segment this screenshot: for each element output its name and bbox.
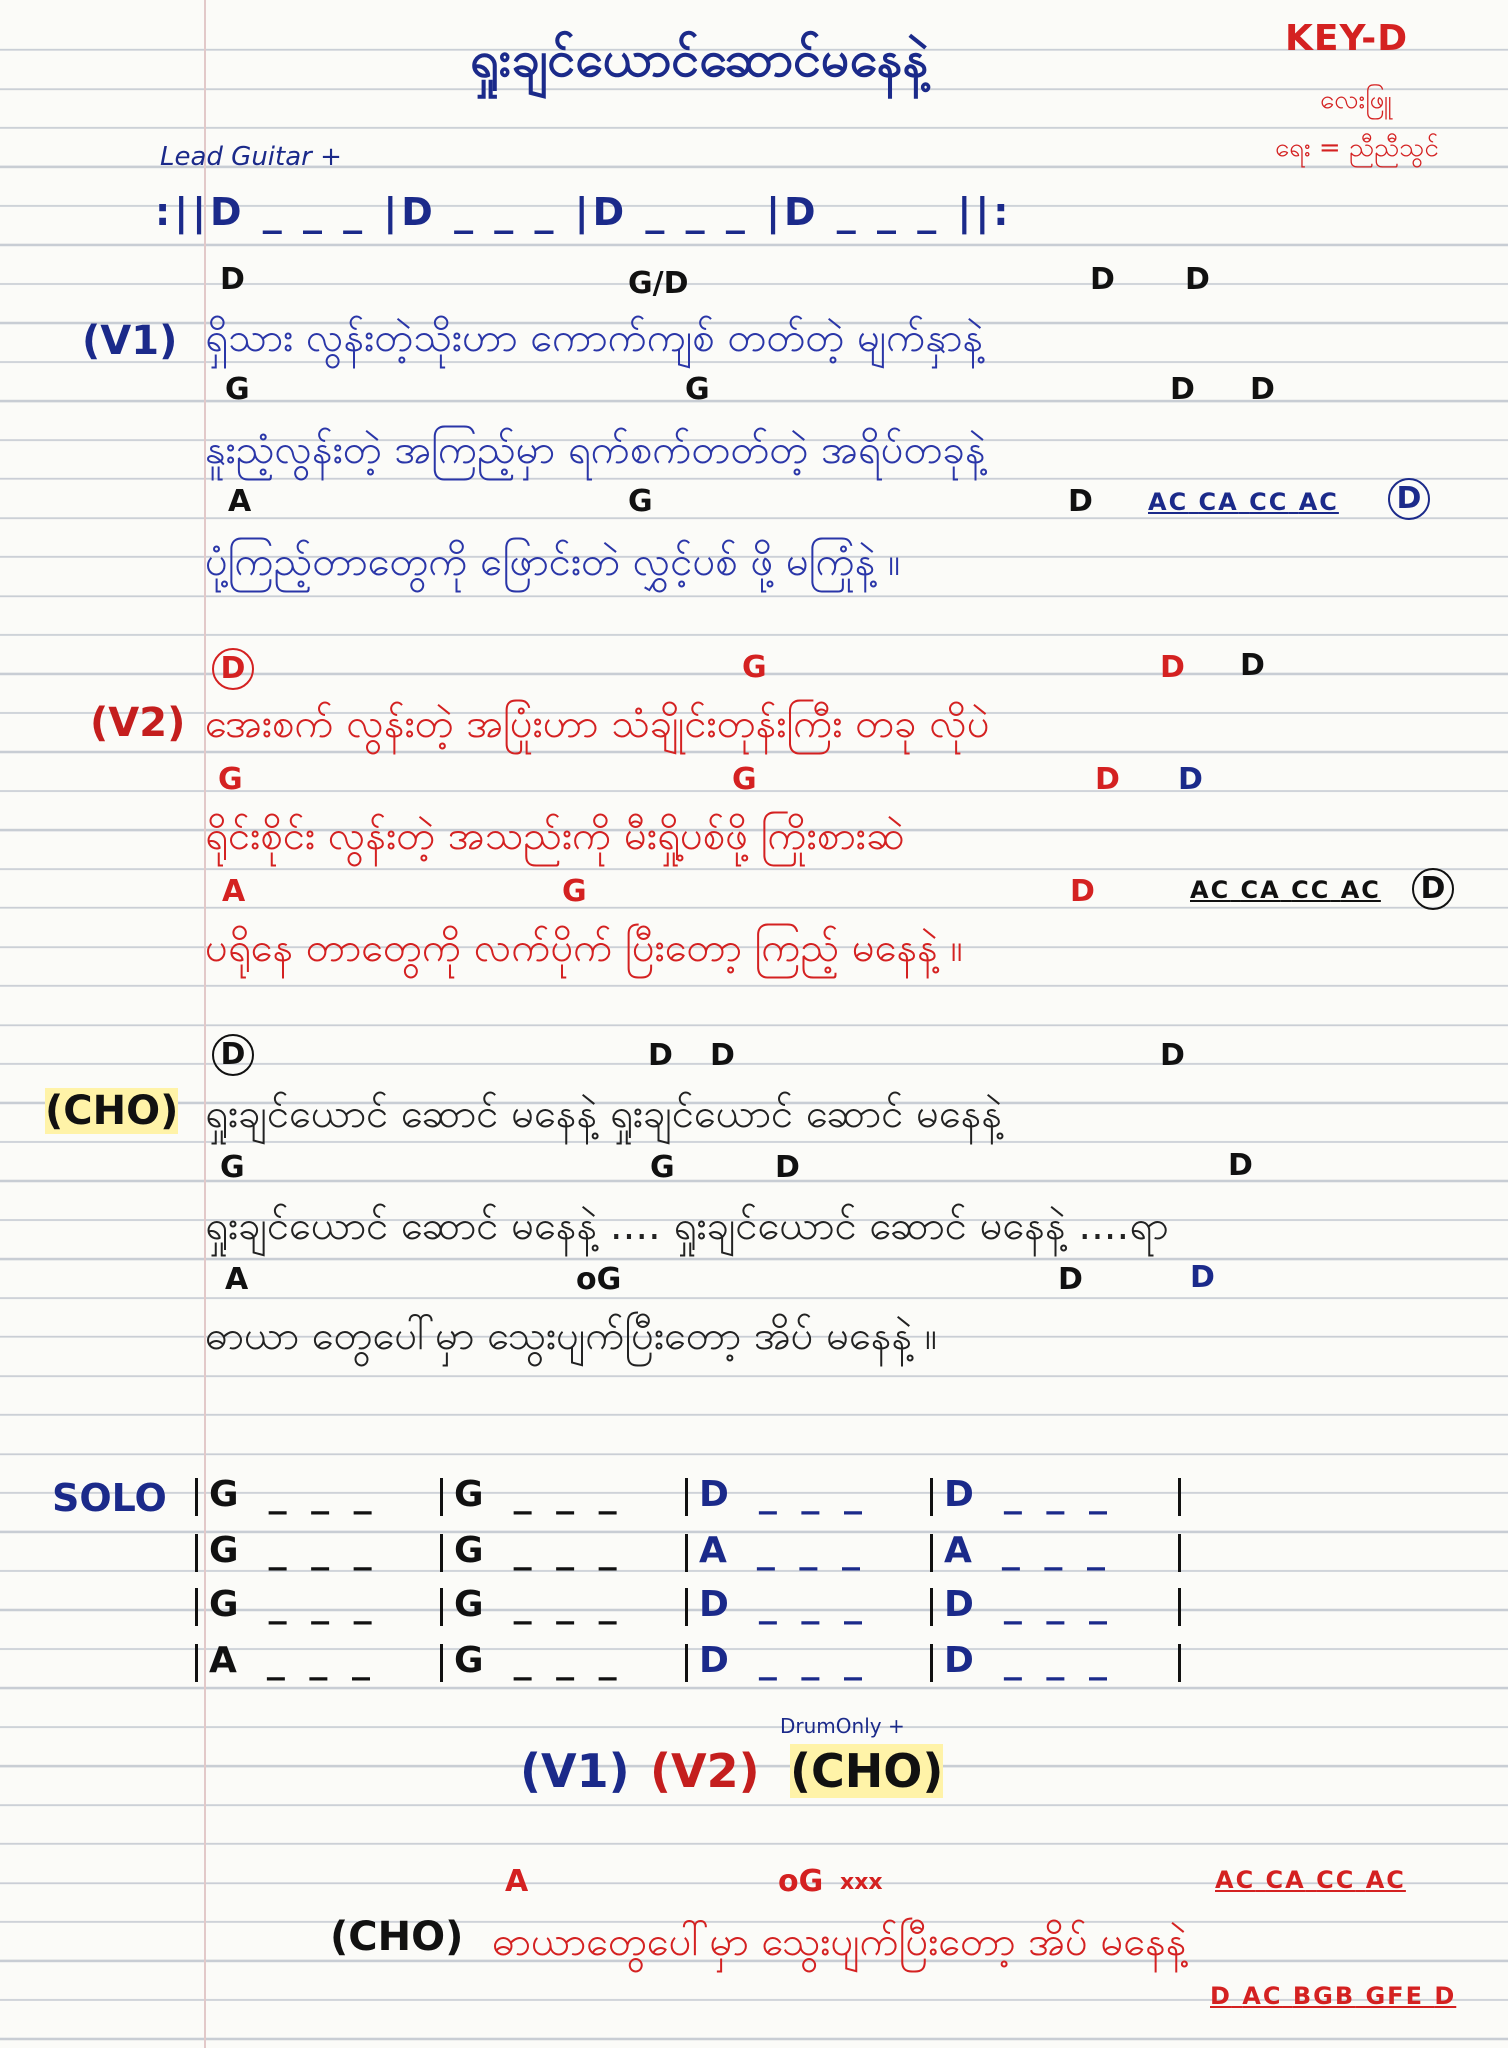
solo-barline	[685, 1644, 688, 1682]
solo-barline	[930, 1534, 933, 1572]
solo-dashes: _ _ _	[758, 1640, 868, 1681]
solo-cell	[209, 1584, 378, 1625]
solo-cell	[699, 1584, 868, 1625]
chord: oG	[778, 1864, 824, 1899]
solo-cell	[454, 1640, 623, 1681]
solo-chord: A	[209, 1640, 243, 1681]
song-title: ရှုးချင်ယောင်ဆောင်မနေနဲ့	[470, 30, 929, 88]
solo-dashes: _ _ _	[513, 1640, 623, 1681]
chord: D	[1228, 1148, 1253, 1183]
solo-chord: D	[944, 1640, 980, 1681]
chord: G	[218, 762, 243, 797]
fill-note: AC	[1365, 1866, 1406, 1894]
fill-note: CC	[1291, 876, 1331, 904]
outro-notes	[1210, 1982, 1456, 2010]
solo-cell	[699, 1530, 866, 1571]
chord: D	[1068, 484, 1093, 519]
chord: G	[628, 484, 653, 519]
chord: D	[1178, 762, 1203, 797]
solo-barline	[685, 1534, 688, 1572]
solo-dashes: _ _ _	[1003, 1584, 1113, 1625]
solo-cell	[209, 1640, 376, 1681]
writer-credit: ရေး = ညီညီသွင်	[1275, 133, 1439, 163]
lyric-line: ရိုင်းစိုင်း လွန်းတဲ့ အသည်းကို မီးရှို့ပစ်ဖို့ ကြိုးစားဆဲ	[205, 813, 905, 859]
chord: G	[650, 1150, 675, 1185]
solo-barline	[440, 1644, 443, 1682]
fill-note: D	[1210, 1982, 1232, 2010]
chord: D	[1095, 762, 1120, 797]
solo-barline	[1178, 1588, 1181, 1626]
lyric-line: ရှုးချင်ယောင် ဆောင် မနေနဲ့ ရှုးချင်ယောင် ဆောင် မနေနဲ့	[205, 1091, 1003, 1137]
v1-label: (V1)	[82, 318, 178, 364]
v2-label: (V2)	[90, 700, 186, 746]
solo-barline	[440, 1534, 443, 1572]
solo-dashes: _ _ _	[1003, 1640, 1113, 1681]
solo-chord: G	[209, 1474, 245, 1515]
sequence-item-cho: (CHO)	[790, 1744, 944, 1798]
lyric-line: အေးစက် လွန်းတဲ့ အပြုံးဟာ သံချိုင်းတုန်းကြီး တခု လိုပဲ	[205, 701, 990, 747]
chord: D	[775, 1150, 800, 1185]
mute-marks: xxx	[840, 1870, 883, 1895]
solo-dashes: _ _ _	[268, 1530, 378, 1571]
fill-note: AC	[1148, 488, 1189, 516]
solo-barline	[440, 1588, 443, 1626]
margin-line	[204, 0, 206, 2048]
solo-chord: D	[699, 1640, 735, 1681]
fill-notes	[1215, 1866, 1406, 1894]
solo-cell	[699, 1474, 868, 1515]
chord: G	[732, 762, 757, 797]
solo-chord: D	[944, 1474, 980, 1515]
solo-cell	[944, 1474, 1113, 1515]
solo-dashes: _ _ _	[513, 1584, 623, 1625]
solo-chord: G	[209, 1584, 245, 1625]
drum-only-note: DrumOnly +	[780, 1714, 905, 1738]
chord: G/D	[628, 266, 689, 301]
solo-barline	[195, 1534, 198, 1572]
solo-cell	[209, 1530, 378, 1571]
solo-barline	[195, 1588, 198, 1626]
solo-dashes: _ _ _	[513, 1474, 623, 1515]
chord: G	[685, 372, 710, 407]
solo-barline	[930, 1478, 933, 1516]
intro-bars: :||D _ _ _ |D _ _ _ |D _ _ _ |D _ _ _ ||:	[155, 190, 1013, 234]
solo-barline	[685, 1478, 688, 1516]
fill-note: AC	[1242, 1982, 1283, 2010]
solo-barline	[1178, 1644, 1181, 1682]
chord: D	[220, 262, 245, 297]
fill-note: CA	[1265, 1866, 1306, 1894]
solo-cell	[699, 1640, 868, 1681]
chord: D	[1190, 1260, 1215, 1295]
song-key: KEY-D	[1285, 18, 1409, 59]
chord: D	[648, 1038, 673, 1073]
solo-cell	[454, 1530, 623, 1571]
solo-dashes: _ _ _	[756, 1530, 866, 1571]
solo-chord: G	[454, 1530, 490, 1571]
lyric-line: ရှိသား လွန်းတဲ့သိုးဟာ ကောက်ကျစ် တတ်တဲ့ မျက်နှာနဲ့	[205, 315, 984, 361]
lyric-line: ပုံ့ကြည့်တာတွေကို ဖြောင်းတဲ လွှင့်ပစ် ဖို့ မကြုံနဲ့ ။	[205, 539, 901, 585]
lead-guitar-note: Lead Guitar +	[160, 142, 342, 172]
chord: G	[225, 372, 250, 407]
sequence-item-v2: (V2)	[650, 1744, 760, 1798]
chord: D	[1160, 650, 1185, 685]
solo-barline	[195, 1478, 198, 1516]
chord: oG	[576, 1262, 622, 1297]
chord: D	[1160, 1038, 1185, 1073]
solo-chord: A	[699, 1530, 733, 1571]
solo-cell	[944, 1584, 1113, 1625]
chord: A	[225, 1262, 249, 1297]
fill-note: BGB	[1292, 1982, 1356, 2010]
lyric-line: ရှုးချင်ယောင် ဆောင် မနေနဲ့ .... ရှုးချင်ယောင် ဆောင် မနေနဲ့ ....ရာ	[205, 1203, 1169, 1249]
circled-chord: D	[212, 648, 254, 690]
solo-dashes: _ _ _	[758, 1584, 868, 1625]
fill-note: AC	[1215, 1866, 1256, 1894]
solo-cell	[209, 1474, 378, 1515]
solo-dashes: _ _ _	[1001, 1530, 1111, 1571]
fill-notes	[1190, 876, 1381, 904]
solo-dashes: _ _ _	[758, 1474, 868, 1515]
solo-cell	[944, 1640, 1113, 1681]
solo-chord: G	[454, 1640, 490, 1681]
fill-note: AC	[1340, 876, 1381, 904]
chord	[212, 1034, 254, 1076]
circled-chord: D	[212, 1034, 254, 1076]
chord: D	[1240, 648, 1265, 683]
chord: D	[1070, 874, 1095, 909]
solo-dashes: _ _ _	[266, 1640, 376, 1681]
circled-chord: D	[1388, 478, 1430, 520]
chord: D	[1185, 262, 1210, 297]
fill-note: CA	[1240, 876, 1281, 904]
solo-chord: G	[454, 1474, 490, 1515]
fill-notes	[1148, 488, 1339, 516]
solo-label: SOLO	[52, 1476, 167, 1520]
sequence-item-v1: (V1)	[520, 1744, 630, 1798]
solo-barline	[440, 1478, 443, 1516]
chord: G	[742, 650, 767, 685]
solo-dashes: _ _ _	[513, 1530, 623, 1571]
solo-barline	[1178, 1478, 1181, 1516]
lyric-line: ဓာယာတွေပေါ်မှာ သွေးပျက်ပြီးတော့ အိပ် မနေနဲ့	[492, 1919, 1187, 1965]
fill-note: CC	[1316, 1866, 1356, 1894]
chord: D	[1250, 372, 1275, 407]
solo-barline	[1178, 1534, 1181, 1572]
fill-note: GFE	[1365, 1982, 1424, 2010]
solo-dashes: _ _ _	[268, 1474, 378, 1515]
solo-chord: D	[944, 1584, 980, 1625]
fill-note: AC	[1298, 488, 1339, 516]
end-chord	[1412, 868, 1454, 910]
ending-chorus-label: (CHO)	[330, 1914, 464, 1960]
chord: A	[222, 874, 246, 909]
singer-credit: လေးဖြူ	[1320, 85, 1392, 115]
lyric-line: နူးညံ့လွန်းတဲ့ အကြည့်မှာ ရက်စက်တတ်တဲ့ အရိပ်တခုနဲ့	[205, 427, 986, 473]
solo-cell	[454, 1584, 623, 1625]
chord: D	[1170, 372, 1195, 407]
fill-note: CC	[1249, 488, 1289, 516]
solo-barline	[930, 1588, 933, 1626]
solo-dashes: _ _ _	[268, 1584, 378, 1625]
solo-barline	[930, 1644, 933, 1682]
chord: G	[220, 1150, 245, 1185]
solo-chord: G	[454, 1584, 490, 1625]
solo-chord: G	[209, 1530, 245, 1571]
chord: D	[1090, 262, 1115, 297]
solo-barline	[195, 1644, 198, 1682]
chord: A	[228, 484, 252, 519]
fill-note: D	[1434, 1982, 1457, 2010]
circled-chord: D	[1412, 868, 1454, 910]
chord: A	[505, 1864, 529, 1899]
chorus-label: (CHO)	[45, 1088, 179, 1134]
solo-dashes: _ _ _	[1003, 1474, 1113, 1515]
solo-cell	[944, 1530, 1111, 1571]
solo-chord: A	[944, 1530, 978, 1571]
fill-note: CA	[1198, 488, 1239, 516]
chord	[212, 648, 254, 690]
lyric-line: ပရိုနေ တာတွေကို လက်ပိုက် ပြီးတော့ ကြည့် မနေနဲ့ ။	[205, 925, 963, 971]
chord: D	[1058, 1262, 1083, 1297]
chord: G	[562, 874, 587, 909]
end-chord	[1388, 478, 1430, 520]
fill-note: AC	[1190, 876, 1231, 904]
solo-chord: D	[699, 1584, 735, 1625]
chord: D	[710, 1038, 735, 1073]
lyric-line: ဓာယာ တွေပေါ်မှာ သွေးပျက်ပြီးတော့ အိပ် မနေနဲ့ ။	[205, 1313, 938, 1359]
solo-barline	[685, 1588, 688, 1626]
solo-cell	[454, 1474, 623, 1515]
solo-chord: D	[699, 1474, 735, 1515]
